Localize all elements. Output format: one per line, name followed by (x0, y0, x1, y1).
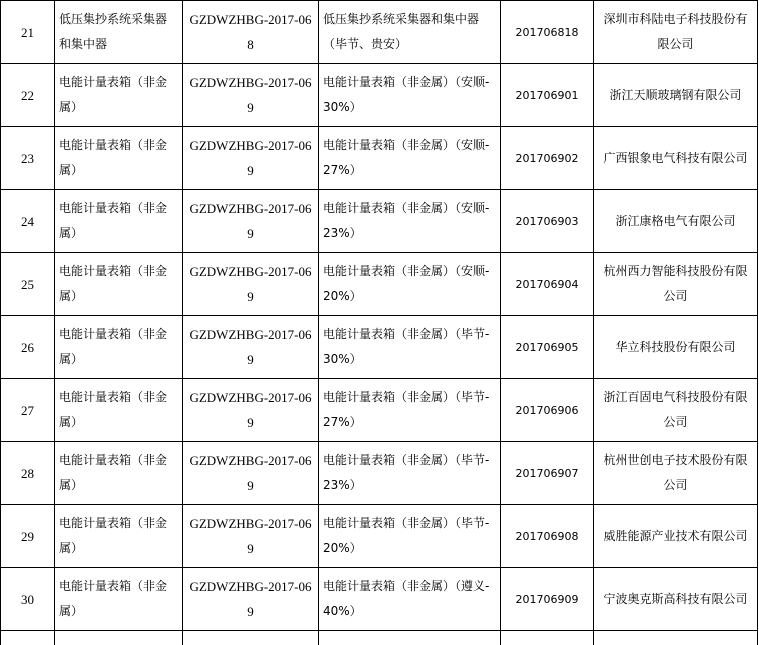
row-number: 23 (1, 127, 55, 190)
partial-cell (55, 631, 183, 645)
material-name: 电能计量表箱（非金属） (55, 64, 183, 127)
row-number: 25 (1, 253, 55, 316)
project-code: GZDWZHBG-2017-069 (183, 568, 319, 631)
package-number: 201706906 (501, 379, 594, 442)
project-code: GZDWZHBG-2017-069 (183, 190, 319, 253)
package-number: 201706908 (501, 505, 594, 568)
partial-cell (501, 631, 594, 645)
table-row (1, 442, 758, 505)
partial-cell (183, 631, 319, 645)
winning-company: 杭州西力智能科技股份有限公司 (594, 253, 758, 316)
winning-company: 浙江康格电气有限公司 (594, 190, 758, 253)
table-row-partial (1, 631, 758, 645)
package-number: 201706907 (501, 442, 594, 505)
material-name: 电能计量表箱（非金属） (55, 190, 183, 253)
package-number: 201706909 (501, 568, 594, 631)
winning-company: 深圳市科陆电子科技股份有限公司 (594, 1, 758, 64)
package-name: 电能计量表箱（非金属）（安顺-20%） (319, 253, 501, 316)
package-number: 201706818 (501, 1, 594, 64)
partial-cell (594, 631, 758, 645)
project-code: GZDWZHBG-2017-069 (183, 505, 319, 568)
material-name: 电能计量表箱（非金属） (55, 253, 183, 316)
row-number: 26 (1, 316, 55, 379)
table-row (1, 505, 758, 568)
project-code: GZDWZHBG-2017-069 (183, 127, 319, 190)
winning-company: 广西银象电气科技有限公司 (594, 127, 758, 190)
package-name: 电能计量表箱（非金属）（毕节-27%） (319, 379, 501, 442)
package-name: 电能计量表箱（非金属）（安顺-27%） (319, 127, 501, 190)
row-number: 21 (1, 1, 55, 64)
package-number: 201706902 (501, 127, 594, 190)
winning-company: 宁波奥克斯高科技有限公司 (594, 568, 758, 631)
table-row (1, 316, 758, 379)
project-code: GZDWZHBG-2017-068 (183, 1, 319, 64)
project-code: GZDWZHBG-2017-069 (183, 64, 319, 127)
material-name: 电能计量表箱（非金属） (55, 379, 183, 442)
row-number: 22 (1, 64, 55, 127)
winning-company: 华立科技股份有限公司 (594, 316, 758, 379)
package-name: 电能计量表箱（非金属）（毕节-30%） (319, 316, 501, 379)
table-row (1, 568, 758, 631)
row-number: 24 (1, 190, 55, 253)
material-name: 电能计量表箱（非金属） (55, 568, 183, 631)
material-name: 电能计量表箱（非金属） (55, 442, 183, 505)
winning-company: 浙江天顺玻璃钢有限公司 (594, 64, 758, 127)
partial-cell (319, 631, 501, 645)
table-row (1, 64, 758, 127)
material-name: 电能计量表箱（非金属） (55, 505, 183, 568)
project-code: GZDWZHBG-2017-069 (183, 316, 319, 379)
package-name: 电能计量表箱（非金属）（安顺-23%） (319, 190, 501, 253)
table-row (1, 1, 758, 64)
package-number: 201706903 (501, 190, 594, 253)
package-number: 201706905 (501, 316, 594, 379)
winning-company: 浙江百固电气科技股份有限公司 (594, 379, 758, 442)
project-code: GZDWZHBG-2017-069 (183, 379, 319, 442)
package-number: 201706904 (501, 253, 594, 316)
package-name: 低压集抄系统采集器和集中器（毕节、贵安） (319, 1, 501, 64)
table-row (1, 379, 758, 442)
row-number: 27 (1, 379, 55, 442)
material-name: 电能计量表箱（非金属） (55, 127, 183, 190)
row-number: 29 (1, 505, 55, 568)
project-code: GZDWZHBG-2017-069 (183, 442, 319, 505)
package-name: 电能计量表箱（非金属）（遵义-40%） (319, 568, 501, 631)
partial-cell (1, 631, 55, 645)
package-name: 电能计量表箱（非金属）（毕节-20%） (319, 505, 501, 568)
table-row (1, 127, 758, 190)
package-name: 电能计量表箱（非金属）（毕节-23%） (319, 442, 501, 505)
project-code: GZDWZHBG-2017-069 (183, 253, 319, 316)
package-number: 201706901 (501, 64, 594, 127)
row-number: 30 (1, 568, 55, 631)
material-name: 电能计量表箱（非金属） (55, 316, 183, 379)
table-body (1, 1, 758, 645)
winning-company: 威胜能源产业技术有限公司 (594, 505, 758, 568)
table-row (1, 190, 758, 253)
row-number: 28 (1, 442, 55, 505)
table-row (1, 253, 758, 316)
winning-company: 杭州世创电子技术股份有限公司 (594, 442, 758, 505)
material-name: 低压集抄系统采集器和集中器 (55, 1, 183, 64)
package-name: 电能计量表箱（非金属）（安顺-30%） (319, 64, 501, 127)
